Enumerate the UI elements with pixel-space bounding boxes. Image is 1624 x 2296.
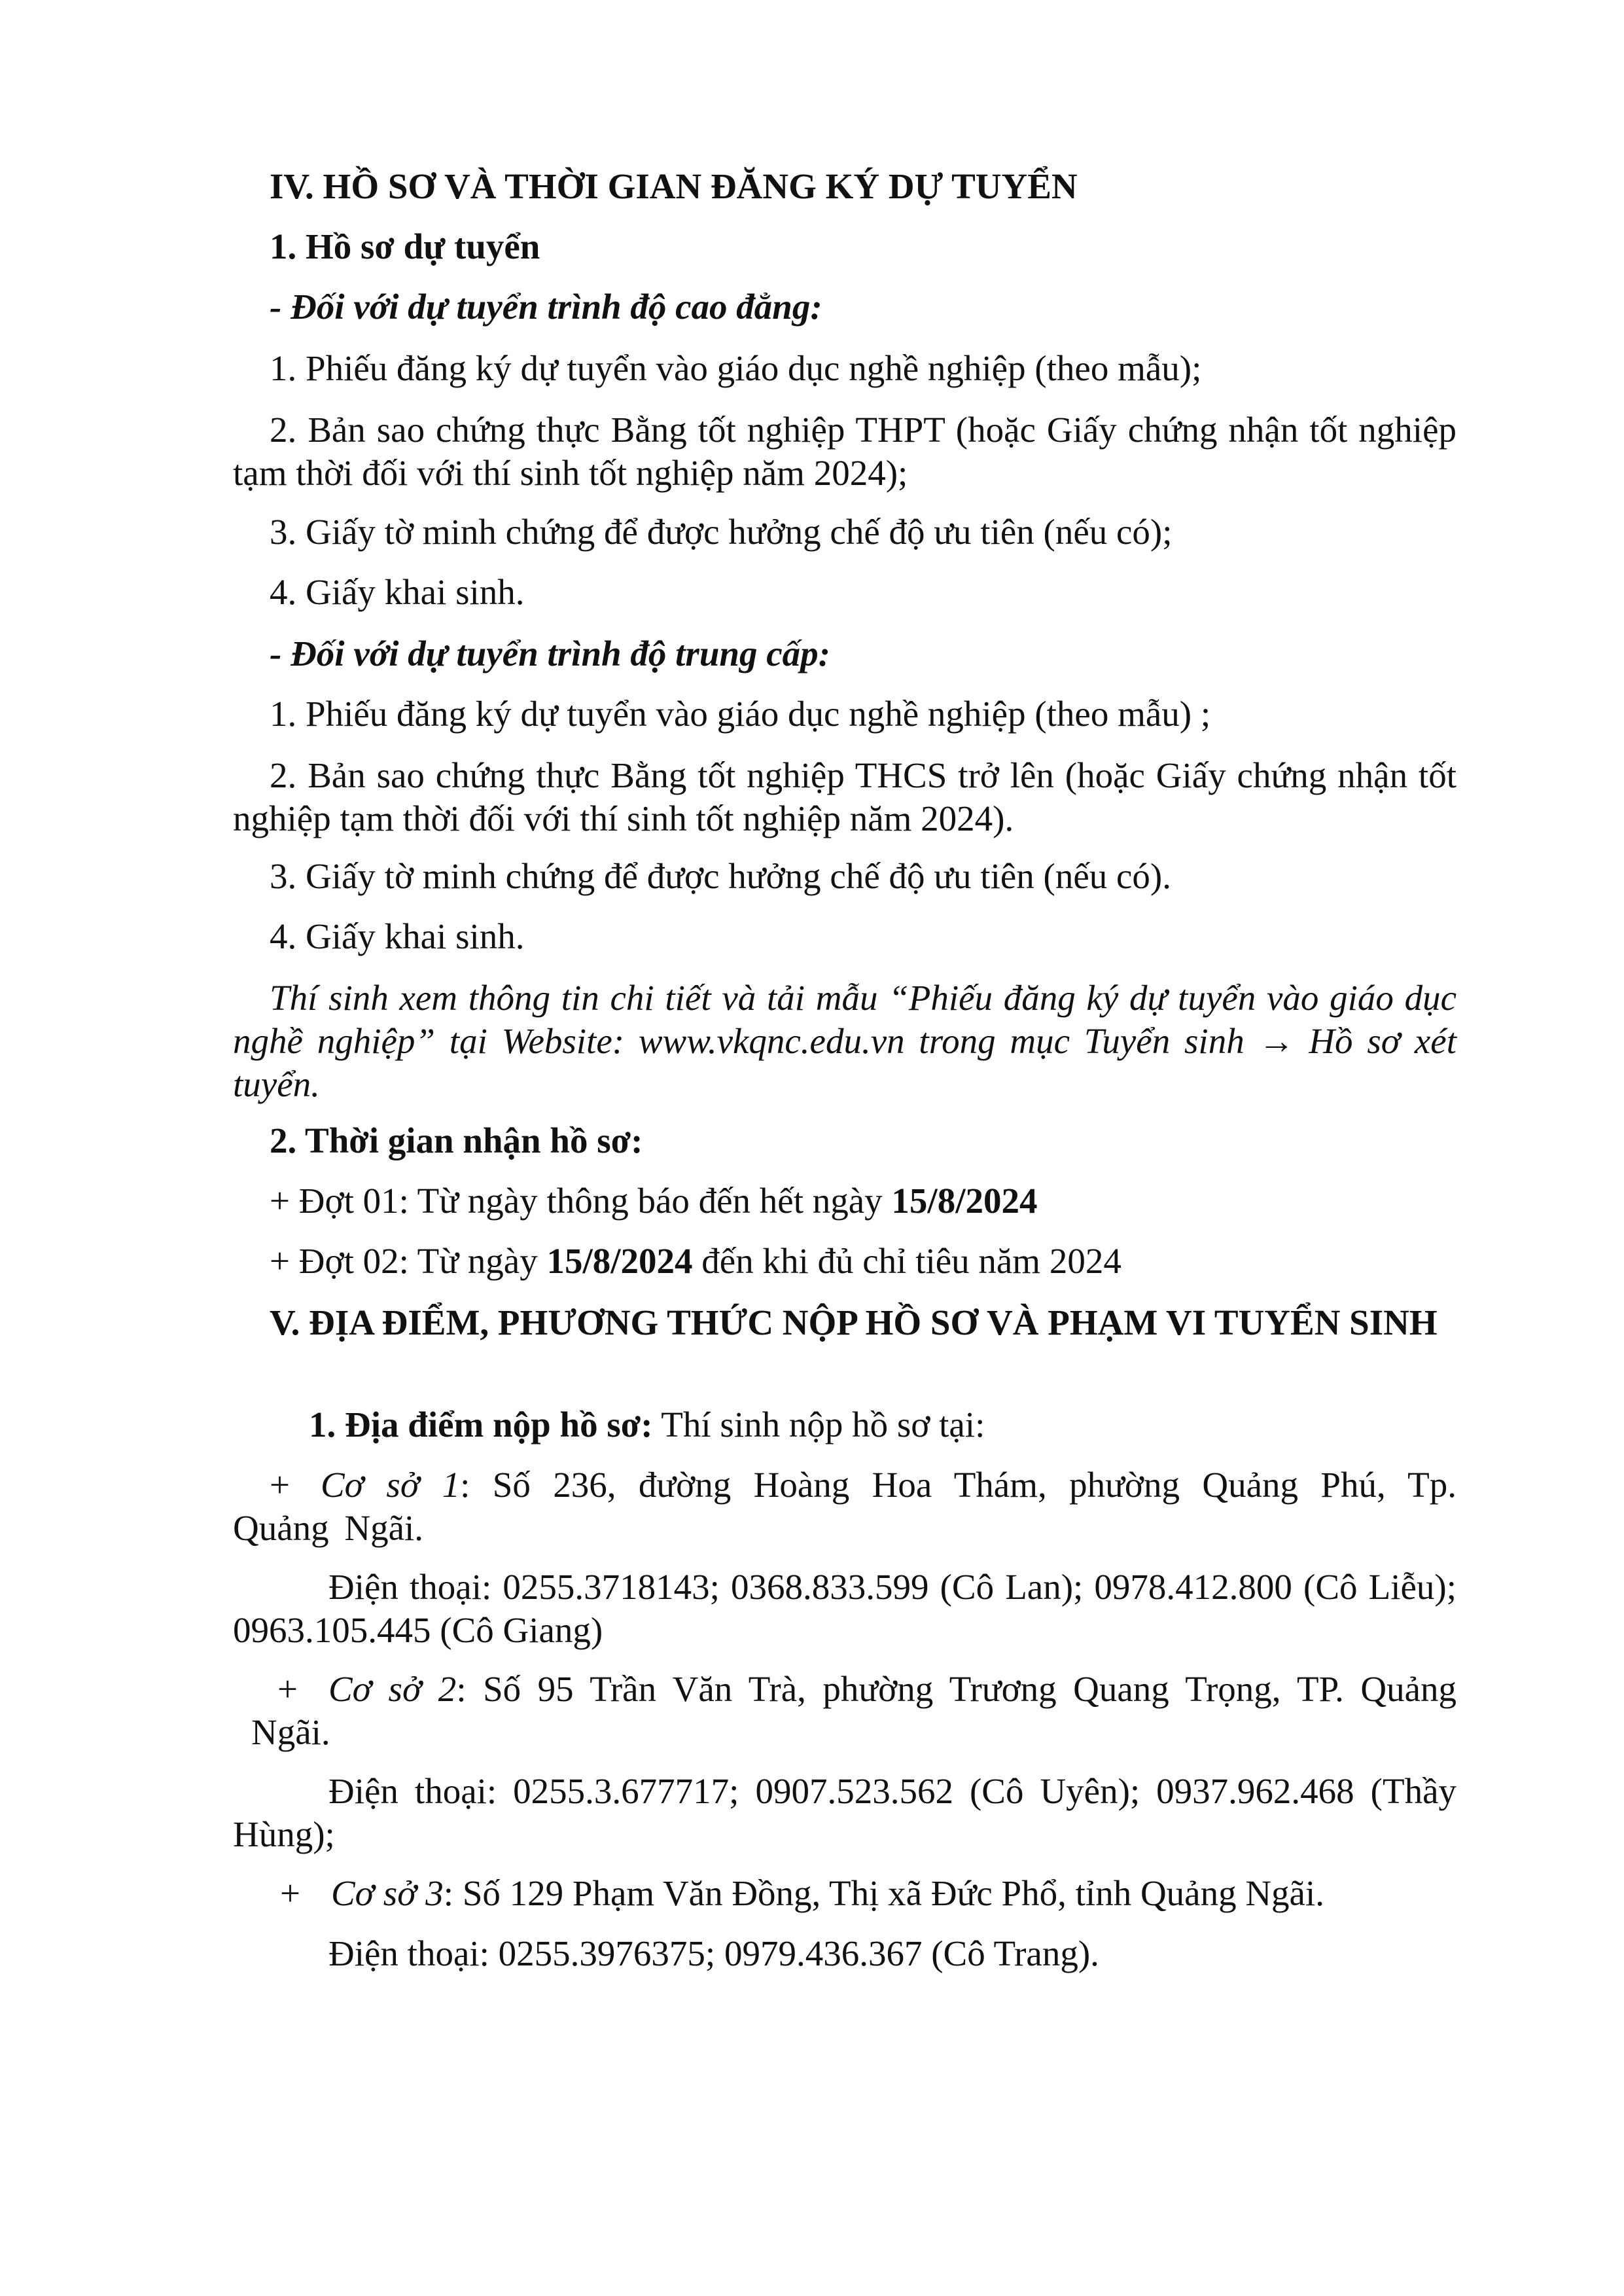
- section-4-title: IV. HỒ SƠ VÀ THỜI GIAN ĐĂNG KÝ DỰ TUYỂN: [270, 166, 1078, 206]
- campus-1-address: [233, 1463, 1456, 1550]
- campus-3-phone: Điện thoại: 0255.3976375; 0979.436.367 (Cô Trang).: [328, 1933, 1099, 1973]
- campus-3-address: [280, 1872, 1467, 1915]
- subsection-application-docs: 1. Hồ sơ dự tuyển: [270, 226, 540, 266]
- intermediate-item-2: 2. Bản sao chứng thực Bằng tốt nghiệp THCS trở lên (hoặc Giấy chứng nhận tốt nghiệp tạm thời đối với thí sinh tốt nghiệp năm 2024).: [233, 755, 1456, 838]
- bullet: +: [280, 1873, 301, 1913]
- college-item-4: 4. Giấy khai sinh.: [270, 572, 525, 612]
- round-2-text: + Đợt 02: Từ ngày: [270, 1241, 547, 1281]
- intermediate-item-4: 4. Giấy khai sinh.: [270, 916, 525, 956]
- submission-location-label: 1. Địa điểm nộp hồ sơ:: [309, 1405, 653, 1444]
- intermediate-item-3: 3. Giấy tờ minh chứng để được hưởng chế độ ưu tiên (nếu có).: [270, 856, 1171, 896]
- round-1-date: 15/8/2024: [891, 1181, 1038, 1221]
- college-level-heading: - Đối với dự tuyển trình độ cao đẳng:: [270, 287, 822, 327]
- campus-2-label: Cơ sở 2: [328, 1669, 457, 1709]
- campus-2-addr-text: : Số 95 Trần Văn Trà, phường Trương Quang Trọng, TP. Quảng Ngãi.: [251, 1669, 1457, 1752]
- submission-location: [309, 1403, 1456, 1446]
- intermediate-item-1: 1. Phiếu đăng ký dự tuyển vào giáo dục nghề nghiệp (theo mẫu) ;: [270, 694, 1211, 734]
- section-5-title: V. ĐỊA ĐIỂM, PHƯƠNG THỨC NỘP HỒ SƠ VÀ PHẠM VI TUYỂN SINH: [270, 1302, 1438, 1342]
- campus-2-phone: Điện thoại: 0255.3.677717; 0907.523.562 (Cô Uyên); 0937.962.468 (Thầy Hùng);: [233, 1771, 1456, 1854]
- campus-3-addr-text: : Số 129 Phạm Văn Đồng, Thị xã Đức Phổ, tỉnh Quảng Ngãi.: [443, 1873, 1324, 1913]
- campus-1-addr-text: : Số 236, đường Hoàng Hoa Thám, phường Quảng Phú, Tp. Quảng Ngãi.: [233, 1465, 1456, 1548]
- round-2: [270, 1240, 1456, 1283]
- college-item-1: 1. Phiếu đăng ký dự tuyển vào giáo dục nghề nghiệp (theo mẫu);: [270, 348, 1202, 388]
- college-item-3: 3. Giấy tờ minh chứng để được hưởng chế độ ưu tiên (nếu có);: [270, 512, 1173, 552]
- submission-location-text: Thí sinh nộp hồ sơ tại:: [652, 1405, 985, 1444]
- college-item-2: 2. Bản sao chứng thực Bằng tốt nghiệp THPT (hoặc Giấy chứng nhận tốt nghiệp tạm thời đối với thí sinh tốt nghiệp năm 2024);: [233, 410, 1456, 493]
- campus-1-phone: Điện thoại: 0255.3718143; 0368.833.599 (Cô Lan); 0978.412.800 (Cô Liễu); 0963.105.445 (Cô Giang): [233, 1567, 1456, 1650]
- round-1: [270, 1179, 1456, 1223]
- round-1-text: + Đợt 01: Từ ngày thông báo đến hết ngày: [270, 1181, 892, 1221]
- bullet: +: [277, 1669, 298, 1709]
- intermediate-level-heading: - Đối với dự tuyển trình độ trung cấp:: [270, 634, 830, 673]
- round-2-date: 15/8/2024: [546, 1241, 693, 1281]
- round-2-text-end: đến khi đủ chỉ tiêu năm 2024: [692, 1241, 1121, 1281]
- campus-1-label: Cơ sở 1: [321, 1465, 461, 1505]
- campus-3-label: Cơ sở 3: [331, 1873, 444, 1913]
- website-note: Thí sinh xem thông tin chi tiết và tải mẫu “Phiếu đăng ký dự tuyển vào giáo dục nghề nghiệp” tại Website: www.vkqnc.edu.vn trong mục Tuyển sinh → Hồ sơ xét tuyển.: [233, 978, 1456, 1104]
- bullet: +: [270, 1465, 291, 1505]
- subsection-receiving-time: 2. Thời gian nhận hồ sơ:: [270, 1121, 643, 1160]
- campus-2-address: [251, 1668, 1456, 1754]
